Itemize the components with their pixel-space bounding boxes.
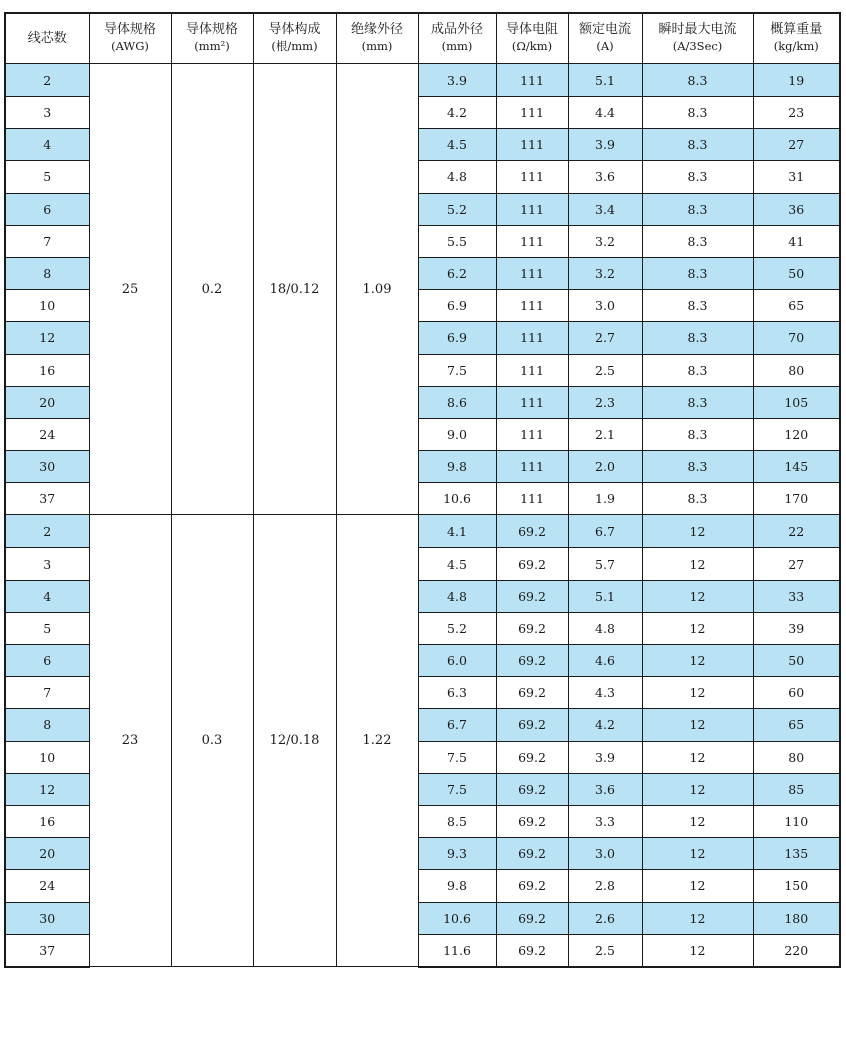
cell-finished-od: 6.9 <box>418 322 496 354</box>
cell-resistance: 111 <box>496 418 568 450</box>
cell-resistance: 111 <box>496 322 568 354</box>
cell-core-count: 7 <box>5 225 89 257</box>
cell-rated-current: 2.8 <box>568 870 642 902</box>
cell-weight: 150 <box>753 870 840 902</box>
cell-rated-current: 2.6 <box>568 902 642 934</box>
cell-finished-od: 8.5 <box>418 805 496 837</box>
cell-finished-od: 10.6 <box>418 483 496 515</box>
cell-weight: 80 <box>753 741 840 773</box>
cell-rated-current: 3.0 <box>568 838 642 870</box>
cell-peak-current: 12 <box>642 934 753 967</box>
cell-resistance: 111 <box>496 483 568 515</box>
header-weight: 概算重量 (kg/km) <box>753 13 840 64</box>
cell-core-count: 2 <box>5 515 89 548</box>
cell-finished-od: 4.8 <box>418 161 496 193</box>
cell-rated-current: 6.7 <box>568 515 642 548</box>
cell-finished-od: 7.5 <box>418 741 496 773</box>
cell-weight: 31 <box>753 161 840 193</box>
cell-weight: 110 <box>753 805 840 837</box>
cell-resistance: 69.2 <box>496 838 568 870</box>
cell-weight: 50 <box>753 257 840 289</box>
cell-awg: 23 <box>89 515 171 967</box>
cell-core-count: 8 <box>5 257 89 289</box>
header-area: 导体规格 (mm²) <box>171 13 253 64</box>
cell-peak-current: 12 <box>642 612 753 644</box>
cell-core-count: 24 <box>5 870 89 902</box>
cell-peak-current: 8.3 <box>642 354 753 386</box>
cell-core-count: 16 <box>5 354 89 386</box>
cell-finished-od: 6.7 <box>418 709 496 741</box>
cell-finished-od: 3.9 <box>418 64 496 97</box>
cell-resistance: 69.2 <box>496 548 568 580</box>
cell-peak-current: 12 <box>642 645 753 677</box>
header-resistance: 导体电阻 (Ω/km) <box>496 13 568 64</box>
cell-weight: 180 <box>753 902 840 934</box>
cell-rated-current: 5.1 <box>568 580 642 612</box>
cell-weight: 27 <box>753 129 840 161</box>
cell-core-count: 10 <box>5 290 89 322</box>
cell-finished-od: 10.6 <box>418 902 496 934</box>
cell-weight: 19 <box>753 64 840 97</box>
cell-core-count: 24 <box>5 418 89 450</box>
cell-area: 0.3 <box>171 515 253 967</box>
header-rated-current: 额定电流 (A) <box>568 13 642 64</box>
cell-core-count: 10 <box>5 741 89 773</box>
cell-resistance: 111 <box>496 225 568 257</box>
cell-peak-current: 8.3 <box>642 418 753 450</box>
cell-finished-od: 5.2 <box>418 612 496 644</box>
cell-weight: 170 <box>753 483 840 515</box>
cell-rated-current: 2.5 <box>568 354 642 386</box>
cell-finished-od: 5.2 <box>418 193 496 225</box>
cell-weight: 120 <box>753 418 840 450</box>
cell-weight: 65 <box>753 709 840 741</box>
cell-strand: 18/0.12 <box>253 64 336 515</box>
cell-rated-current: 3.0 <box>568 290 642 322</box>
header-peak-current: 瞬时最大电流 (A/3Sec) <box>642 13 753 64</box>
cell-weight: 22 <box>753 515 840 548</box>
cell-rated-current: 4.3 <box>568 677 642 709</box>
group-awg-25 <box>5 64 840 515</box>
cell-finished-od: 4.5 <box>418 129 496 161</box>
cell-finished-od: 4.2 <box>418 97 496 129</box>
cell-core-count: 3 <box>5 97 89 129</box>
cell-peak-current: 12 <box>642 741 753 773</box>
cell-peak-current: 12 <box>642 773 753 805</box>
cell-peak-current: 12 <box>642 515 753 548</box>
cell-rated-current: 3.2 <box>568 257 642 289</box>
cell-rated-current: 3.3 <box>568 805 642 837</box>
cell-resistance: 111 <box>496 257 568 289</box>
cell-insulation-od: 1.22 <box>336 515 418 967</box>
cell-resistance: 69.2 <box>496 580 568 612</box>
cell-resistance: 69.2 <box>496 677 568 709</box>
cell-finished-od: 5.5 <box>418 225 496 257</box>
cell-core-count: 7 <box>5 677 89 709</box>
table-row <box>5 64 840 97</box>
cell-rated-current: 2.5 <box>568 934 642 967</box>
cell-core-count: 12 <box>5 773 89 805</box>
cell-resistance: 69.2 <box>496 934 568 967</box>
cell-peak-current: 8.3 <box>642 322 753 354</box>
cell-peak-current: 12 <box>642 902 753 934</box>
cell-resistance: 69.2 <box>496 709 568 741</box>
cell-finished-od: 9.8 <box>418 870 496 902</box>
header-awg: 导体规格 (AWG) <box>89 13 171 64</box>
header-core-count: 线芯数 <box>5 13 89 64</box>
cell-rated-current: 2.3 <box>568 386 642 418</box>
cell-resistance: 69.2 <box>496 645 568 677</box>
cell-finished-od: 9.8 <box>418 451 496 483</box>
cell-resistance: 69.2 <box>496 870 568 902</box>
cell-rated-current: 3.9 <box>568 741 642 773</box>
cell-peak-current: 8.3 <box>642 129 753 161</box>
cell-weight: 41 <box>753 225 840 257</box>
cell-rated-current: 2.7 <box>568 322 642 354</box>
cell-core-count: 4 <box>5 129 89 161</box>
cell-peak-current: 8.3 <box>642 225 753 257</box>
cell-finished-od: 4.1 <box>418 515 496 548</box>
cell-core-count: 16 <box>5 805 89 837</box>
cell-finished-od: 7.5 <box>418 354 496 386</box>
cell-peak-current: 12 <box>642 580 753 612</box>
cell-finished-od: 9.0 <box>418 418 496 450</box>
cell-core-count: 12 <box>5 322 89 354</box>
cell-core-count: 6 <box>5 645 89 677</box>
cell-rated-current: 5.7 <box>568 548 642 580</box>
cell-insulation-od: 1.09 <box>336 64 418 515</box>
cell-core-count: 20 <box>5 386 89 418</box>
cell-core-count: 3 <box>5 548 89 580</box>
cell-awg: 25 <box>89 64 171 515</box>
cell-finished-od: 6.3 <box>418 677 496 709</box>
cell-core-count: 37 <box>5 934 89 967</box>
cell-core-count: 5 <box>5 161 89 193</box>
cell-core-count: 8 <box>5 709 89 741</box>
cell-resistance: 111 <box>496 354 568 386</box>
cell-core-count: 4 <box>5 580 89 612</box>
cell-peak-current: 8.3 <box>642 97 753 129</box>
cable-spec-table <box>4 12 841 968</box>
cell-core-count: 37 <box>5 483 89 515</box>
cell-peak-current: 12 <box>642 709 753 741</box>
cell-resistance: 111 <box>496 129 568 161</box>
cell-strand: 12/0.18 <box>253 515 336 967</box>
cell-weight: 60 <box>753 677 840 709</box>
cell-peak-current: 8.3 <box>642 386 753 418</box>
cell-weight: 220 <box>753 934 840 967</box>
cell-resistance: 111 <box>496 451 568 483</box>
cell-peak-current: 8.3 <box>642 161 753 193</box>
cell-resistance: 111 <box>496 386 568 418</box>
header-row <box>5 13 840 64</box>
cell-rated-current: 3.6 <box>568 773 642 805</box>
cell-resistance: 111 <box>496 290 568 322</box>
cell-finished-od: 6.2 <box>418 257 496 289</box>
cell-peak-current: 8.3 <box>642 64 753 97</box>
cell-weight: 50 <box>753 645 840 677</box>
cell-rated-current: 3.4 <box>568 193 642 225</box>
cell-weight: 39 <box>753 612 840 644</box>
cell-core-count: 30 <box>5 902 89 934</box>
cell-finished-od: 11.6 <box>418 934 496 967</box>
cell-core-count: 5 <box>5 612 89 644</box>
cell-core-count: 30 <box>5 451 89 483</box>
cell-weight: 36 <box>753 193 840 225</box>
cell-rated-current: 3.6 <box>568 161 642 193</box>
cell-resistance: 111 <box>496 64 568 97</box>
cell-rated-current: 3.2 <box>568 225 642 257</box>
cell-weight: 105 <box>753 386 840 418</box>
cell-rated-current: 5.1 <box>568 64 642 97</box>
cell-resistance: 69.2 <box>496 741 568 773</box>
cell-core-count: 20 <box>5 838 89 870</box>
cell-rated-current: 2.1 <box>568 418 642 450</box>
cell-resistance: 69.2 <box>496 515 568 548</box>
header-insulation-od: 绝缘外径 (mm) <box>336 13 418 64</box>
cell-rated-current: 1.9 <box>568 483 642 515</box>
cell-finished-od: 7.5 <box>418 773 496 805</box>
cell-core-count: 2 <box>5 64 89 97</box>
cell-weight: 65 <box>753 290 840 322</box>
cell-peak-current: 12 <box>642 805 753 837</box>
cell-peak-current: 8.3 <box>642 451 753 483</box>
cell-weight: 135 <box>753 838 840 870</box>
cell-peak-current: 12 <box>642 838 753 870</box>
cell-peak-current: 8.3 <box>642 193 753 225</box>
cell-resistance: 111 <box>496 193 568 225</box>
cell-weight: 85 <box>753 773 840 805</box>
cell-rated-current: 2.0 <box>568 451 642 483</box>
header-strand: 导体构成 (根/mm) <box>253 13 336 64</box>
cell-peak-current: 12 <box>642 548 753 580</box>
cell-peak-current: 8.3 <box>642 257 753 289</box>
cell-weight: 70 <box>753 322 840 354</box>
cell-area: 0.2 <box>171 64 253 515</box>
cell-core-count: 6 <box>5 193 89 225</box>
cell-weight: 80 <box>753 354 840 386</box>
cell-resistance: 69.2 <box>496 612 568 644</box>
cell-weight: 23 <box>753 97 840 129</box>
cell-rated-current: 3.9 <box>568 129 642 161</box>
cell-resistance: 69.2 <box>496 773 568 805</box>
cell-rated-current: 4.6 <box>568 645 642 677</box>
cell-finished-od: 6.9 <box>418 290 496 322</box>
header-finished-od: 成品外径 (mm) <box>418 13 496 64</box>
cell-weight: 27 <box>753 548 840 580</box>
cell-resistance: 69.2 <box>496 805 568 837</box>
cell-resistance: 111 <box>496 161 568 193</box>
cell-weight: 145 <box>753 451 840 483</box>
cell-finished-od: 4.5 <box>418 548 496 580</box>
cell-finished-od: 4.8 <box>418 580 496 612</box>
cell-rated-current: 4.2 <box>568 709 642 741</box>
cell-finished-od: 6.0 <box>418 645 496 677</box>
cell-finished-od: 9.3 <box>418 838 496 870</box>
cell-rated-current: 4.4 <box>568 97 642 129</box>
cell-finished-od: 8.6 <box>418 386 496 418</box>
cell-resistance: 111 <box>496 97 568 129</box>
cell-peak-current: 8.3 <box>642 483 753 515</box>
cell-weight: 33 <box>753 580 840 612</box>
cell-peak-current: 12 <box>642 677 753 709</box>
table-row <box>5 515 840 548</box>
cell-peak-current: 8.3 <box>642 290 753 322</box>
group-awg-23 <box>5 515 840 967</box>
cell-peak-current: 12 <box>642 870 753 902</box>
cell-rated-current: 4.8 <box>568 612 642 644</box>
cell-resistance: 69.2 <box>496 902 568 934</box>
